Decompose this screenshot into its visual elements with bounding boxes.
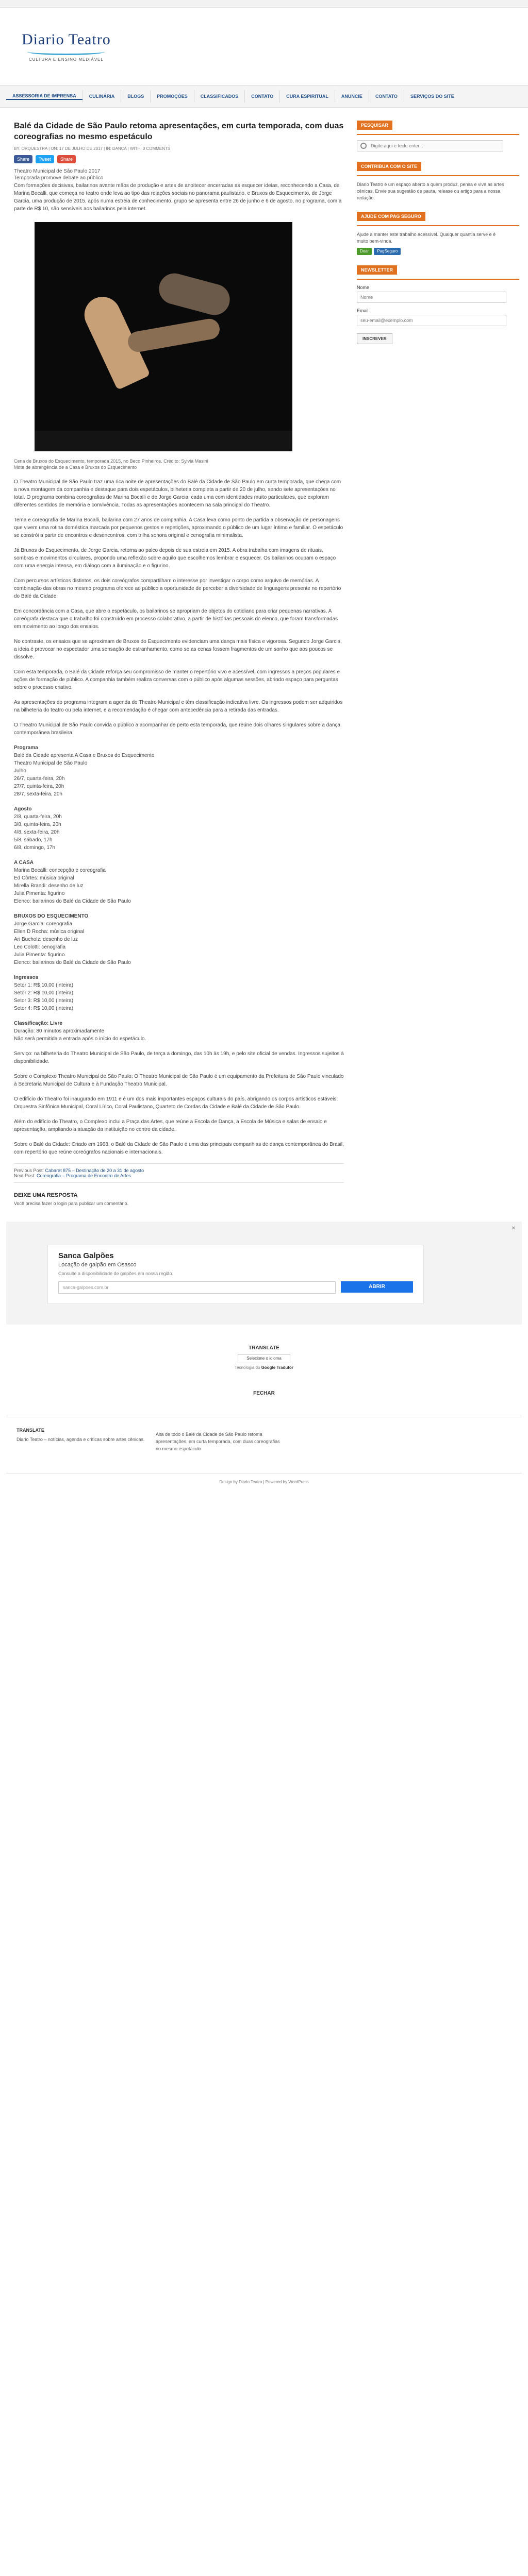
nav-item-culinaria[interactable]: CULINÁRIA [89,94,115,99]
ad-description: Consulte a disponibilidade de galpões em nossa região. [58,1271,174,1276]
nav-item-servicos[interactable]: SERVIÇOS DO SITE [410,94,454,99]
paragraph: Tema e coreografia de Marina Bocalli, bailarina com 27 anos de companhia, A Casa leva como ponto de partida a observação de personagens que vivem uma rotina doméstica marcada por pequenos gestos e repetições, aproximando o público de um lugar íntimo e familiar. O espetáculo se constrói a partir de encontros e desencontros, com trilha sonora original e cenografia minimalista. [14,517,343,538]
program-line: Setor 4: R$ 10,00 (inteira) [14,1006,74,1011]
site-header [6,8,522,85]
nav-item-blogs[interactable]: BLOGS [127,94,144,99]
paragraph: O edifício do Theatro foi inaugurado em 1911 e é um dos mais importantes espaços culturais do país, abrigando os corpos artísticos estáveis: Orquestra Sinfônica Municipal, Coral Lírico, Coral Paulistano, Quarteto de Cordas da Cidade e Balé da Cidade de São Paulo. [14,1096,338,1110]
pagseguro-badge[interactable]: PagSeguro [374,248,401,255]
nav-item-classificados[interactable]: CLASSIFICADOS [200,94,239,99]
reply-section [14,1192,344,1206]
paragraph: O Theatro Municipal de São Paulo traz uma rica noite de apresentações do Balé da Cidade de São Paulo em curta temporada, que chega com a nova montagem da companhia e destaque para dois espetáculos, bilheteria completa a partir de 20 de julho, sendo sete apresentações no total. O programa combina coreografias de Marina Bocalli e de Jorge Garcia, cada uma com identidades muito particulares, que exploram diferentes sentidos de memória e convivência. Todas as apresentações acontecem na sala principal do Theatro. [14,479,341,508]
program-line: Julho [14,768,26,774]
close-icon[interactable]: ✕ [511,1226,516,1231]
footer-col-title: TRANSLATE [16,1428,44,1433]
intro-line: Temporada promove debate ao público [14,175,104,181]
language-select[interactable]: Selecione o idioma [238,1354,290,1363]
program-line: Jorge Garcia: coreografia [14,921,72,927]
program-line: Julia Pimenta: figurino [14,952,65,958]
program-line: Ellen D Rocha: música original [14,929,85,935]
main-nav [0,85,528,108]
ad-card[interactable] [47,1245,424,1304]
paragraph: Com formações decisivas, bailarinos avante mãos de produção e artes de anoitecer encerradas as esquecer ideias, reconhecendo a Casa, de Marina Bocalli, que começa no teatro onde leva ao tipo das relações sociais no panorama paulistano, e Bruxos do Esquecimento, de Jorge Garcia, uma produção de 2015, após numa estreia de conhecimento. grupo se apresenta entre 26 de junho e 6 de agosto, no programa, com a parte de R$ 10, são sensíveis aos bailarinos pela internet. [14,183,342,212]
program-group [14,744,344,798]
powered-prefix: Tecnologia do [235,1365,260,1370]
footer-widgets [6,1417,522,1452]
donate-button[interactable]: Doar [357,248,372,255]
program-line: 6/8, domingo, 17h [14,845,56,851]
nav-item-cura-espiritual[interactable]: CURA ESPIRITUAL [286,94,328,99]
ad-url-field[interactable]: sanca-galpoes.com.br [58,1281,336,1294]
ad-subtitle: Locação de galpão em Osasco [58,1262,137,1268]
email-input[interactable] [357,315,506,326]
program-group [14,859,344,905]
caption-line: Cena de Bruxos do Esquecimento, temporada 2015, no Beco Pinheiros. Crédito: Sylvia Masini [14,459,208,464]
program-line: Elenco: bailarinos do Balé da Cidade de São Paulo [14,899,131,904]
paragraph: Sobre o Balé da Cidade: Criado em 1968, o Balé da Cidade de São Paulo é uma das principais companhias de dança contemporânea do Brasil, com repertório que reúne coreógrafos nacionais e internacionais. [14,1142,344,1155]
subscribe-button[interactable]: INSCREVER [357,333,392,344]
site-footer: Design by Diario Teatro | Powered by WordPress [6,1473,522,1490]
email-field [357,308,519,326]
ad-banner [6,1222,522,1325]
translate-title: TRANSLATE [249,1345,279,1351]
program-line: Balé da Cidade apresenta A Casa e Bruxos do Esquecimento [14,753,155,758]
pagseguro-text: Ajude a manter este trabalho acessível. Qualquer quantia serve e é muito bem-vinda. [357,232,496,244]
nav-item-contato-2[interactable]: CONTATO [375,94,398,99]
footer-col [6,1428,145,1452]
footer-col [145,1428,285,1452]
twitter-share-button[interactable]: Tweet [36,155,54,163]
translate-widget [6,1345,522,1396]
name-field [357,285,519,303]
ad-title: Sanca Galpões [58,1251,114,1260]
program-line: Marina Bocalli: concepção e coreografia [14,868,106,873]
program-group [14,805,344,852]
program-heading: BRUXOS DO ESQUECIMENTO [14,913,89,919]
prev-label: Previous Post: [14,1168,44,1173]
footer-col-text: Diario Teatro – notícias, agenda e críticas sobre artes cênicas. [16,1437,145,1442]
program-line: 2/8, quarta-feira, 20h [14,814,62,820]
paragraph: Serviço: na bilheteria do Theatro Municipal de São Paulo, de terça a domingo, das 10h às 19h, e pelo site oficial de vendas. Ingressos sujeitos à disponibilidade. [14,1051,344,1064]
program-line: Mirella Brandi: desenho de luz [14,883,84,889]
article-meta: BY: ORQUESTRA | ON: 17 DE JULHO DE 2017 | IN: DANÇA | WITH: 0 COMMENTS [14,146,171,151]
reply-title: DEIXE UMA RESPOSTA [14,1192,78,1198]
login-note[interactable]: Você precisa fazer o login para publicar um comentário. [14,1201,129,1206]
program-heading: A CASA [14,860,34,866]
article-column [6,121,357,1206]
paragraph: O Theatro Municipal de São Paulo convida o público a acompanhar de perto esta temporada, que reúne dois olhares singulares sobre a dança contemporânea brasileira. [14,722,340,736]
program-heading: Classificação: Livre [14,1021,62,1026]
share-bar [14,155,344,163]
nav-item-contato[interactable]: CONTATO [251,94,274,99]
program-line: 5/8, sábado, 17h [14,837,53,843]
google-share-button[interactable]: Share [57,155,76,163]
search-icon [360,143,367,149]
caption-line: Mote de abrangência de a Casa e Bruxos do Esquecimento [14,465,137,470]
nav-item-anuncie[interactable]: ANUNCIE [341,94,362,99]
paragraph: Já Bruxos do Esquecimento, de Jorge Garcia, retorna ao palco depois de sua estreia em 2015. A obra trabalha com imagens de rituais, sombras e movimentos circulares, propondo uma reflexão sobre aquilo que escolhemos lembrar e esquecer. Os bailarinos ocupam o espaço com uma energia intensa, em diálogo com a iluminação e o figurino. [14,548,336,569]
program-group [14,1020,344,1043]
paragraph: No contraste, os ensaios que se aproximam de Bruxos do Esquecimento evidenciam uma dança mais física e vigorosa. Segundo Jorge Garcia, a ideia é provocar no espectador uma sensação de estranhamento, como se as cenas fossem fragmentos de um sonho que aos poucos se dissolve. [14,639,342,660]
name-label: Nome [357,285,370,290]
next-label: Next Post: [14,1173,36,1178]
site-tagline: CULTURA E ENSINO MEDIÁVEL [28,57,104,62]
program-line: Setor 2: R$ 10,00 (inteira) [14,990,74,996]
paragraph: Com esta temporada, o Balé da Cidade reforça seu compromisso de manter o repertório vivo e acessível, com ingressos a preços populares e ações de formação de público. A companhia também realiza conversas com o público após algumas sessões, abrindo espaço para perguntas sobre o processo criativo. [14,669,340,690]
site-logo[interactable] [22,31,111,62]
logo-text: Diario Teatro [22,31,111,48]
program-line: Não será permitida a entrada após o início do espetáculo. [14,1036,146,1042]
google-translate-link[interactable]: Google Tradutor [261,1365,293,1370]
next-post-link[interactable]: Coreografia – Programa de Encontro de Artes [37,1173,131,1178]
donation-badges [357,248,519,255]
prev-post-link[interactable]: Cabaret 875 – Destinação de 20 a 31 de agosto [45,1168,144,1173]
program-line: Setor 1: R$ 10,00 (inteira) [14,982,74,988]
program-line: 27/7, quinta-feira, 20h [14,784,64,789]
program-heading: Ingressos [14,975,39,980]
nav-item-assessoria[interactable]: ASSESSORIA DE IMPRENSA [6,93,82,100]
logo-swoosh [27,48,105,55]
article-body-2 [14,478,344,1156]
name-input[interactable] [357,292,506,303]
ad-open-button[interactable]: ABRIR [341,1281,413,1293]
contribute-widget-title: CONTRIBUA COM O SITE [357,162,421,171]
article-intro [14,168,344,181]
search-input[interactable] [370,143,490,149]
paragraph: Sobre o Complexo Theatro Municipal de São Paulo: O Theatro Municipal de São Paulo é um equipamento da Prefeitura de São Paulo vinculado à Secretaria Municipal de Cultura e à Fundação Theatro Municipal. [14,1074,344,1087]
email-label: Email [357,308,369,313]
program-line: Setor 3: R$ 10,00 (inteira) [14,998,74,1004]
sidebar [357,121,519,1206]
program-heading: Agosto [14,806,32,812]
program-details [14,744,344,1043]
search-box[interactable] [357,140,503,151]
program-line: Julia Pimenta: figurino [14,891,65,896]
program-line: Ari Bucholz: desenho de luz [14,937,78,942]
nav-item-promocoes[interactable]: PROMOÇÕES [157,94,188,99]
paragraph: As apresentações do programa integram a agenda do Theatro Municipal e têm classificação indicativa livre. Os ingressos podem ser adquiridos na bilheteria do teatro ou pela internet, e a recomendação é chegar com antecedência para a retirada das entradas. [14,700,343,713]
article-body [14,182,344,213]
footer-col-text[interactable]: Alta de todo o Balé da Cidade de São Paulo retoma apresentações, em curta temporada, com duas coreografias no mesmo espetáculo [156,1432,280,1451]
program-line: Elenco: bailarinos do Balé da Cidade de São Paulo [14,960,131,965]
paragraph: Em concordância com a Casa, que abre o espetáculo, os bailarinos se apropriam de objetos do cotidiano para criar pequenas narrativas. A coreógrafa destaca que o trabalho foi construído em processo colaborativo, a partir de histórias pessoais do elenco, que foram transformadas em movimento ao longo dos ensaios. [14,608,338,630]
program-heading: Programa [14,745,38,751]
translate-powered-by [6,1365,522,1370]
program-line: 28/7, sexta-feira, 20h [14,791,62,797]
translate-close-button[interactable]: FECHAR [253,1391,275,1396]
program-line: 26/7, quarta-feira, 20h [14,776,65,782]
top-strip [0,0,528,8]
program-group [14,974,344,1012]
program-group [14,912,344,967]
paragraph: Com percursos artísticos distintos, os dois coreógrafos compartilham o interesse por investigar o corpo como arquivo de memórias. A combinação das obras no mesmo programa oferece ao público a oportunidade de perceber a diversidade de linguagens presente no repertório do Balé da Cidade. [14,578,341,599]
contribute-text: Diario Teatro é um espaço aberto a quem produz, pensa e vive as artes cênicas. Envie sua sugestão de pauta, release ou artigo para a nossa redação. [357,182,504,200]
dance-photo [35,222,292,451]
program-line: 3/8, quinta-feira, 20h [14,822,61,827]
program-line: Duração: 80 minutos aproximadamente [14,1028,105,1034]
photo-caption [14,459,344,470]
program-line: Ed Côrtes: música original [14,875,74,881]
facebook-share-button[interactable]: Share [14,155,32,163]
program-line: Theatro Municipal de São Paulo [14,760,88,766]
article-title: Balé da Cidade de São Paulo retoma apresentações, em curta temporada, com duas coreografias no mesmo espetáculo [14,122,344,141]
paragraph: Além do edifício do Theatro, o Complexo inclui a Praça das Artes, que reúne a Escola de Dança, a Escola de Música e salas de ensaio e apresentação, ampliando a atuação da instituição no centro da cidade. [14,1119,327,1132]
program-line: Leo Colotti: cenografia [14,944,66,950]
intro-line: Theatro Municipal de São Paulo 2017 [14,168,101,174]
program-line: 4/8, sexta-feira, 20h [14,829,60,835]
post-navigation [14,1163,344,1183]
pagseguro-widget-title: AJUDE COM PAG SEGURO [357,212,425,221]
search-widget-title: PESQUISAR [357,121,392,130]
newsletter-widget-title: NEWSLETTER [357,265,397,275]
